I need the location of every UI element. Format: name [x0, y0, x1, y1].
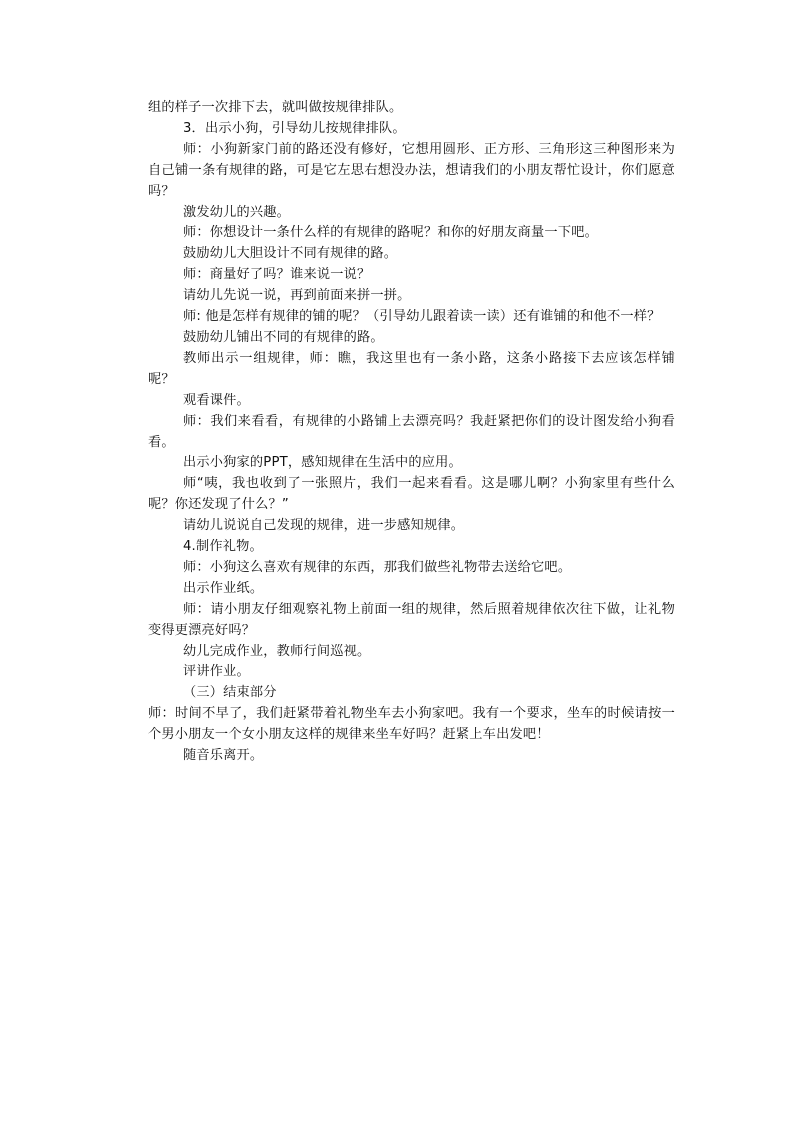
paragraph-25: 随音乐离开。: [182, 748, 264, 764]
paragraph-1: 组的样子一次排下去，就叫做按规律排队。: [148, 100, 403, 115]
document-body: [148, 98, 675, 767]
paragraph-10: 鼓励幼儿铺出不同的有规律的路。: [182, 329, 384, 345]
paragraph-15: 师“咦，我也收到了一张照片，我们一起来看看。这是哪儿啊？小狗家里有些什么呢？你还发现了什么？”: [148, 476, 675, 513]
paragraph-6: 鼓励幼儿大胆设计不同有规律的路。: [182, 246, 398, 262]
paragraph-21: 幼儿完成作业，教师行间巡视。: [182, 643, 371, 659]
paragraph-9: 师: 他是怎样有规律的铺的呢？（引导幼儿跟着读一读）还有谁铺的和他不一样？: [182, 309, 661, 325]
paragraph-20: 师：请小朋友仔细观察礼物上前面一组的规律，然后照着规律依次往下做，让礼物变得更漂亮好吗？: [148, 601, 675, 638]
paragraph-5: 师：你想设计一条什么样的有规律的路呢？和你的好朋友商量一下吧。: [182, 225, 598, 241]
paragraph-18: 师：小狗这么喜欢有规律的东西，那我们做些礼物带去送给它吧。: [182, 559, 572, 575]
section-heading-ending: （三）结束部分: [182, 685, 277, 701]
paragraph-22: 评讲作业。: [182, 664, 250, 680]
paragraph-3: 师：小狗新家门前的路还没有修好，它想用圆形、正方形、三角形这三种图形来为自己铺一条有规律的路，可是它左思右想没办法，想请我们的小朋友帮忙设计，你们愿意吗？: [148, 141, 675, 199]
paragraph-7: 师：商量好了吗？谁来说一说？: [182, 267, 371, 283]
paragraph-13: 师：我们来看看，有规律的小路铺上去漂亮吗？我赶紧把你们的设计图发给小狗看看。: [148, 413, 675, 450]
paragraph-14: 出示小狗家的PPT，感知规律在生活中的应用。: [182, 455, 462, 471]
paragraph-12: 观看课件。: [182, 392, 250, 408]
paragraph-24: 师：时间不早了，我们赶紧带着礼物坐车去小狗家吧。我有一个要求，坐车的时候请按一个男小朋友一个女小朋友这样的规律来坐车好吗？赶紧上车出发吧！: [148, 706, 675, 743]
paragraph-4: 激发幼儿的兴趣。: [182, 204, 291, 220]
paragraph-19: 出示作业纸。: [182, 580, 264, 596]
paragraph-2: 3．出示小狗，引导幼儿按规律排队。: [182, 120, 406, 136]
paragraph-11: 教师出示一组规律，师：瞧，我这里也有一条小路，这条小路接下去应该怎样铺呢？: [148, 350, 675, 387]
paragraph-8: 请幼儿先说一说，再到前面来拼一拼。: [182, 288, 411, 304]
paragraph-17: 4.制作礼物。: [182, 539, 263, 555]
paragraph-16: 请幼儿说说自己发现的规律，进一步感知规律。: [182, 518, 465, 534]
